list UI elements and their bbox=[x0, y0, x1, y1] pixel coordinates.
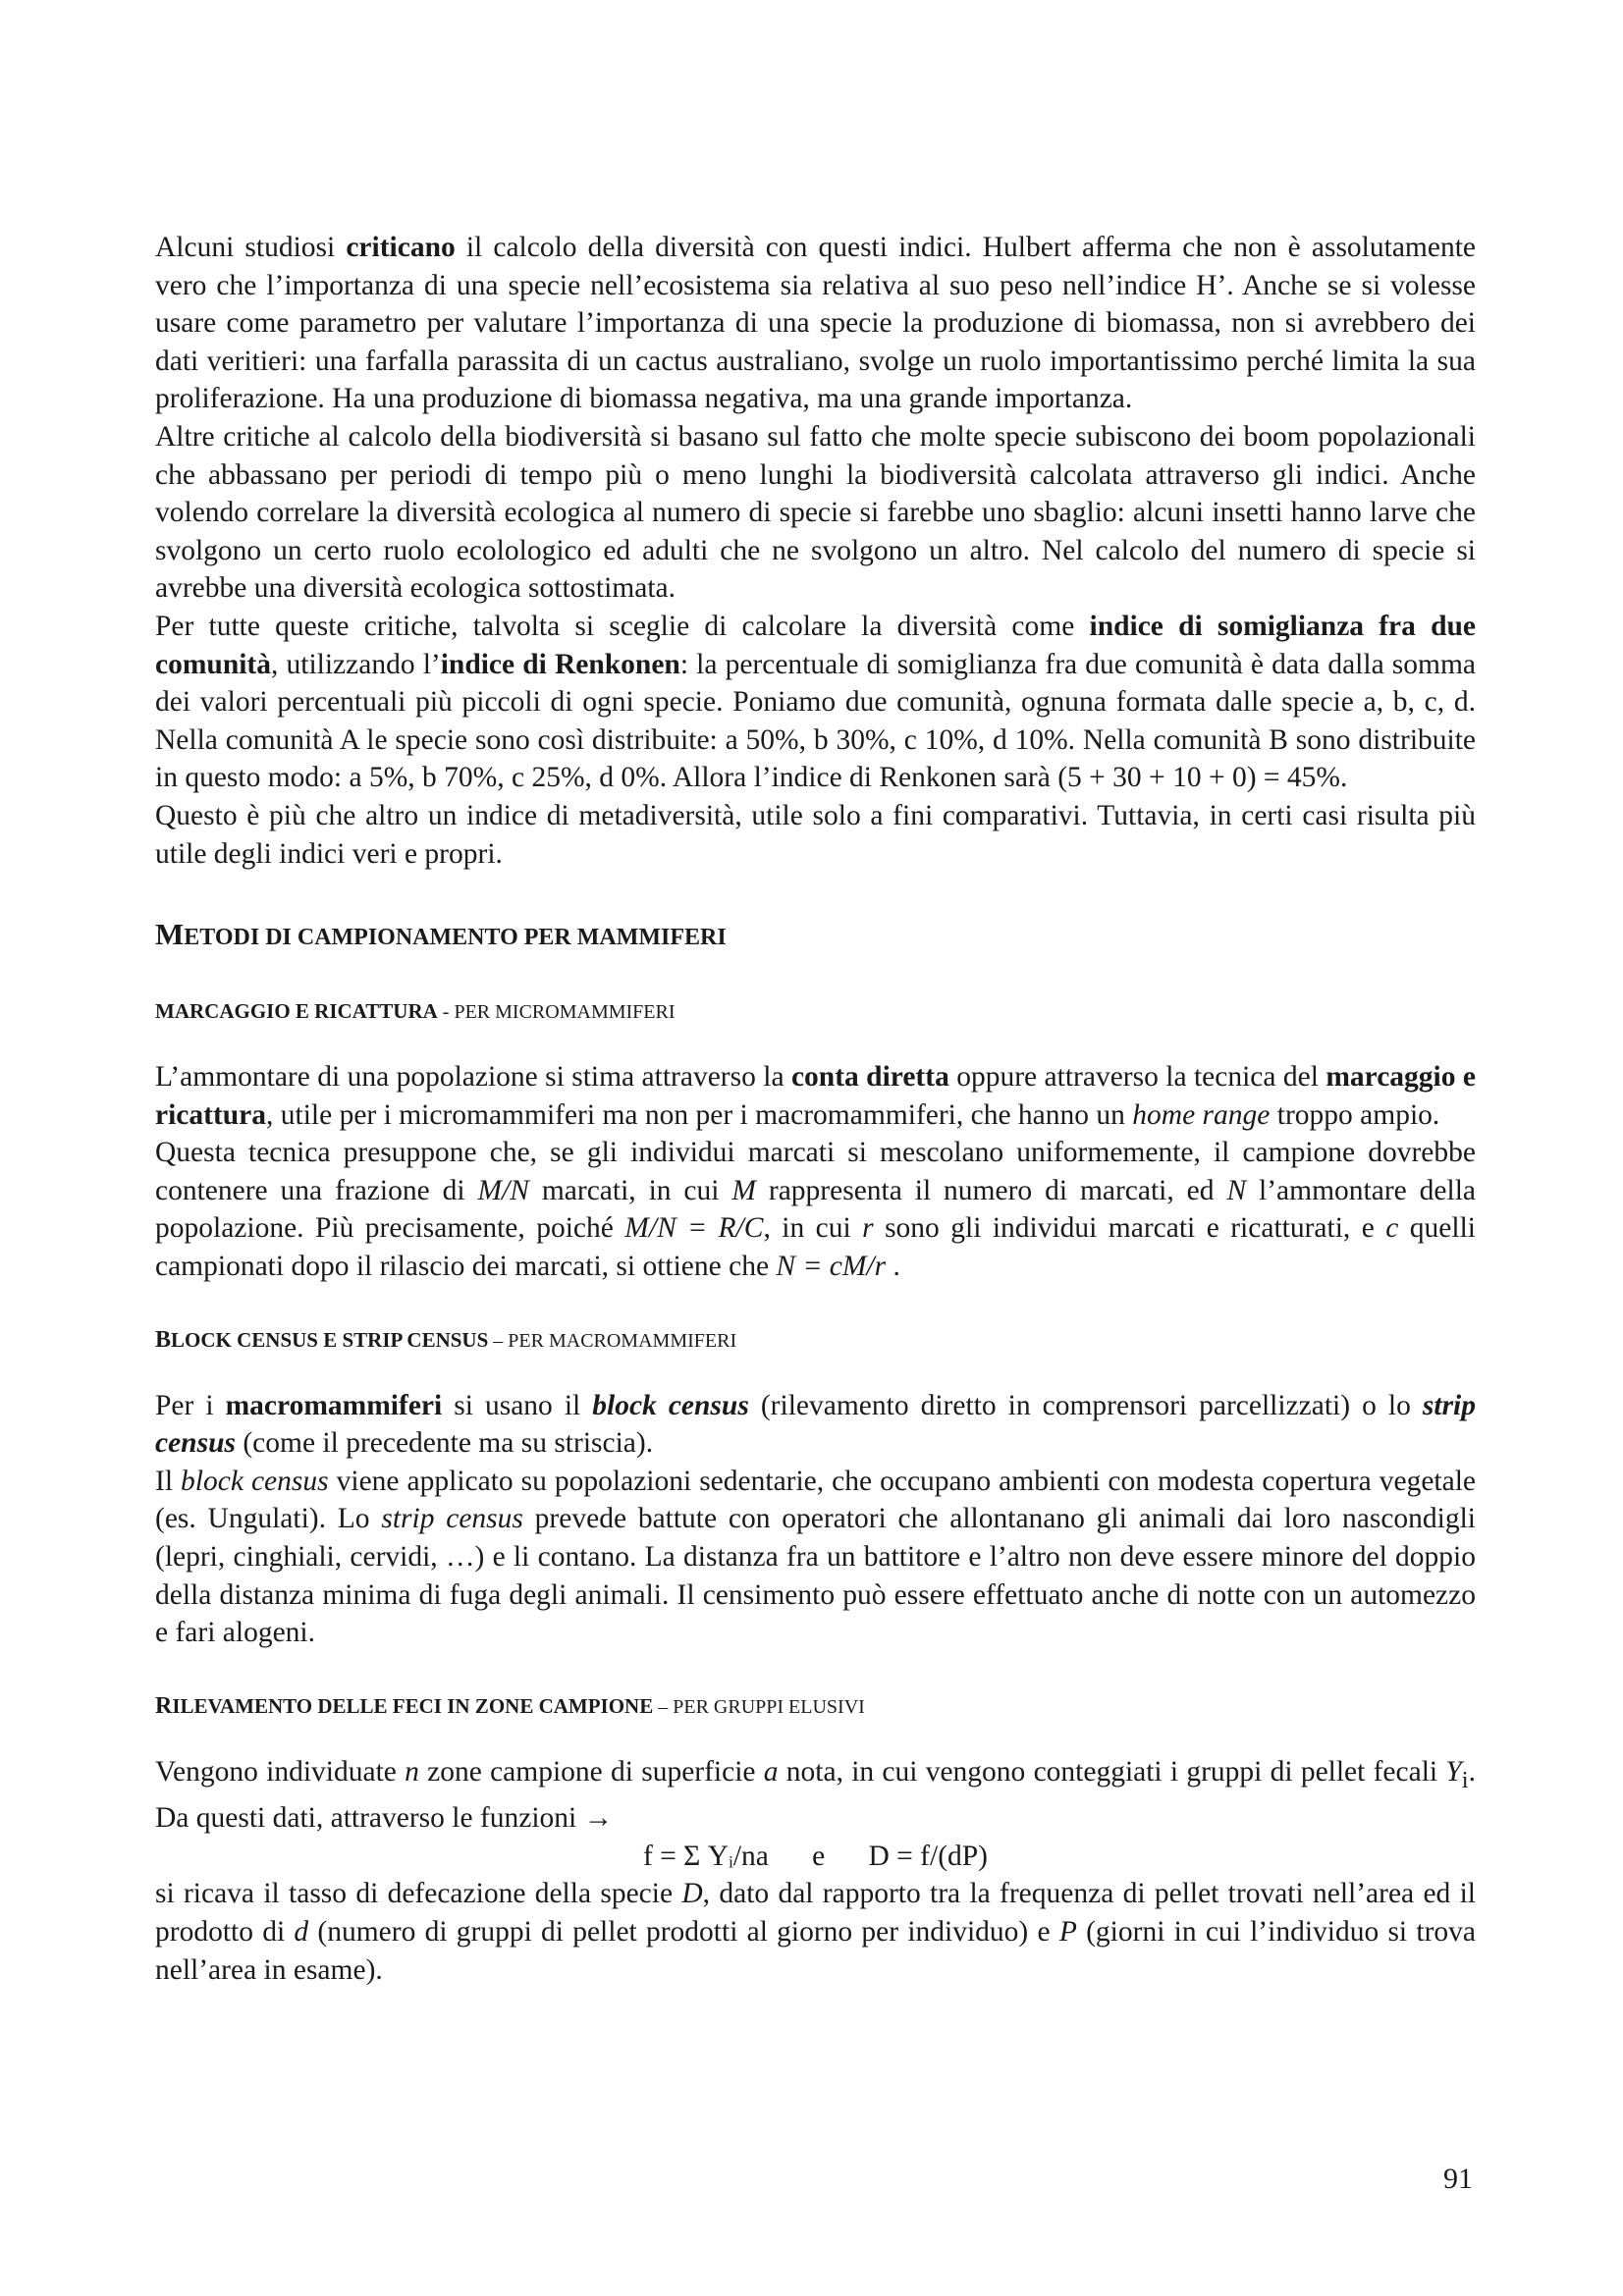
text: Alcuni studiosi bbox=[155, 232, 347, 263]
formula: f = Σ Yᵢ/na e D = f/(dP) bbox=[642, 1840, 989, 1872]
paragraph-technique bbox=[155, 1134, 1476, 1285]
text: nota, in cui vengono conteggiati i gruppi di pellet fecali bbox=[778, 1755, 1446, 1788]
italic-term: strip census bbox=[381, 1503, 523, 1535]
italic-term: D bbox=[681, 1878, 703, 1910]
heading-initial: M bbox=[155, 917, 185, 952]
subheading-title: LOCK CENSUS E STRIP CENSUS bbox=[171, 1327, 489, 1352]
text: rappresenta il numero di marcati, ed bbox=[755, 1174, 1227, 1206]
paragraph-pellet bbox=[155, 1753, 1476, 1838]
bold-term: macromammiferi bbox=[225, 1389, 443, 1421]
italic-term: N bbox=[1226, 1174, 1247, 1206]
subheading-initial: B bbox=[155, 1326, 172, 1353]
bold-term: indice di somiglianza fra due comunità bbox=[155, 610, 1476, 680]
text: Per tutte queste critiche, talvolta si sceglie di calcolare la diversità come bbox=[155, 610, 1090, 642]
text: : la percentuale di somiglianza fra due comunità è data dalla somma dei valori percentuali più piccoli di ogni specie. Poniamo due comunità, ognuna formata dalle specie a, b, c, d. Nella comunità A le specie sono così distribuite: a 50%, b 30%, c 10%, d 10%. Nella comunità B sono distribuite in questo modo: a 5%, b 70%, c 25%, d 0%. Allora l’indice di Renkonen sarà (5 + 30 + 10 + 0) = 45%. bbox=[155, 648, 1476, 794]
paragraph-macromammiferi bbox=[155, 1387, 1476, 1463]
text: , utile per i micromammiferi ma non per i macromammiferi, che hanno un bbox=[266, 1098, 1133, 1131]
text: marcati, in cui bbox=[528, 1174, 732, 1206]
italic-term: r bbox=[862, 1212, 874, 1245]
subheading-separator: – bbox=[653, 1695, 674, 1718]
text: , in cui bbox=[763, 1212, 863, 1245]
text: Per i bbox=[155, 1389, 226, 1421]
text: (rilevamento diretto in comprensori parcellizzati) o lo bbox=[748, 1389, 1423, 1421]
text: il calcolo della diversità con questi indici. Hulbert afferma che non è assolutamente vero che l’importanza di una specie nell’ecosistema sia relativa al suo peso nell’indice H’. Anche se si volesse usare come parametro per valutare l’importanza di una specie la produzione di biomassa, non si avrebbero dei dati veritieri: una farfalla parassita di un cactus australiano, svolge un ruolo importantissimo perché limita la sua proliferazione. Ha una produzione di biomassa negativa, ma una grande importanza. bbox=[155, 232, 1476, 415]
text: oppure attraverso la tecnica del bbox=[948, 1061, 1326, 1094]
bold-italic-term: strip census bbox=[155, 1389, 1476, 1460]
italic-term: a bbox=[763, 1755, 779, 1788]
text: Il bbox=[155, 1465, 182, 1497]
text: . bbox=[886, 1251, 900, 1283]
text: (numero di gruppi di pellet prodotti al giorno per individuo) e bbox=[308, 1916, 1059, 1949]
italic-term: N = cM/r bbox=[776, 1251, 887, 1283]
bold-term: conta diretta bbox=[790, 1061, 949, 1094]
subheading-title: MARCAGGIO E RICATTURA bbox=[155, 999, 438, 1024]
italic-term: home range bbox=[1132, 1098, 1271, 1131]
italic-term: M/N = R/C bbox=[624, 1212, 764, 1245]
heading-rest: ETODI DI CAMPIONAMENTO PER MAMMIFERI bbox=[184, 925, 727, 951]
text: (giorni in cui l’individuo si trova nell’area in esame). bbox=[155, 1916, 1476, 1986]
text: viene applicato su popolazioni sedentarie, che occupano ambienti con modesta copertura vegetale (es. Ungulati). Lo bbox=[155, 1465, 1477, 1535]
section-heading bbox=[155, 915, 1476, 957]
bold-term: indice di Renkonen bbox=[440, 648, 680, 680]
text: zone campione di superficie bbox=[418, 1755, 764, 1788]
bold-term: marcaggio e ricattura bbox=[155, 1061, 1476, 1131]
text: l’ammontare della popolazione. Più precisamente, poiché bbox=[155, 1174, 1476, 1245]
text: si usano il bbox=[442, 1389, 593, 1421]
italic-term: d bbox=[294, 1916, 309, 1949]
text: prevede battute con operatori che allontanano gli animali dai loro nascondigli (lepri, cinghiali, cervidi, …) e li contano. La distanza fra un battitore e l’altro non deve essere minore del doppio della distanza minima di fuga degli animali. Il censimento può essere effettuato anche di notte con un automezzo e fari alogeni. bbox=[155, 1503, 1476, 1649]
italic-term: block census bbox=[181, 1465, 329, 1497]
subheading-feci bbox=[155, 1685, 1476, 1724]
italic-term: M/N bbox=[477, 1174, 529, 1206]
text: sono gli individui marcati e ricatturati, e bbox=[873, 1212, 1386, 1245]
subheading-note: PER MACROMAMMIFERI bbox=[508, 1329, 737, 1352]
italic-term: M bbox=[731, 1174, 756, 1206]
italic-term: c bbox=[1385, 1212, 1399, 1245]
paragraph-block-strip bbox=[155, 1463, 1476, 1652]
subheading-marcaggio bbox=[155, 990, 1476, 1029]
text: quelli campionati dopo il rilascio dei marcati, si ottiene che bbox=[155, 1212, 1476, 1283]
paragraph-other-criticism: Altre critiche al calcolo della biodiversità si basano sul fatto che molte specie subiscono dei boom popolazionali che abbassano per periodi di tempo più o meno lunghi la biodiversità calcolata attraverso gli indici. Anche volendo correlare la diversità ecologica al numero di specie si farebbe uno sbaglio: alcuni insetti hanno larve che svolgono un certo ruolo ecolologico ed adulti che ne svolgono un altro. Nel calcolo del numero di specie si avrebbe una diversità ecologica sottostimata. bbox=[155, 420, 1476, 605]
subheading-separator: - bbox=[437, 1001, 455, 1024]
bold-term: criticano bbox=[346, 232, 456, 263]
paragraph-renkonen bbox=[155, 608, 1476, 797]
page-number: 91 bbox=[1443, 2163, 1473, 2195]
text: L’ammontare di una popolazione si stima attraverso la bbox=[155, 1061, 791, 1094]
text: (come il precedente ma su striscia). bbox=[235, 1427, 654, 1460]
text: si ricava il tasso di defecazione della specie bbox=[155, 1878, 682, 1910]
arrow-right-icon: → bbox=[583, 1802, 614, 1835]
text: troppo ampio. bbox=[1270, 1098, 1440, 1131]
text: , dato dal rapporto tra la frequenza di pellet trovati nell’area ed il prodotto di bbox=[155, 1878, 1476, 1949]
text: , utilizzando l’ bbox=[271, 648, 441, 680]
paragraph-criticism bbox=[155, 229, 1476, 418]
italic-term: P bbox=[1058, 1916, 1077, 1949]
italic-term: n bbox=[405, 1755, 419, 1788]
subheading-initial: R bbox=[155, 1692, 173, 1719]
subheading-title: ILEVAMENTO DELLE FECI IN ZONE CAMPIONE bbox=[172, 1693, 654, 1718]
subheading-note: PER MICROMAMMIFERI bbox=[454, 1001, 676, 1024]
bold-italic-term: block census bbox=[592, 1389, 749, 1421]
text: . Da questi dati, attraverso le funzioni bbox=[155, 1755, 1476, 1835]
text: Questa tecnica presuppone che, se gli individui marcati si mescolano uniformemente, il campione dovrebbe contenere una frazione di bbox=[155, 1137, 1476, 1206]
italic-term: Y bbox=[1445, 1755, 1462, 1788]
paragraph-defecation bbox=[155, 1875, 1476, 1989]
paragraph-conta-diretta bbox=[155, 1058, 1476, 1134]
text: Vengono individuate bbox=[155, 1755, 406, 1788]
subscript: i bbox=[1461, 1766, 1469, 1793]
subheading-note: PER GRUPPI ELUSIVI bbox=[673, 1695, 865, 1718]
paragraph-metadiversity: Questo è più che altro un indice di metadiversità, utile solo a fini comparativi. Tuttavia, in certi casi risulta più utile degli indici veri e propri. bbox=[155, 799, 1476, 870]
page-body bbox=[155, 229, 1476, 1989]
subheading-separator: – bbox=[488, 1329, 509, 1352]
subheading-block-census bbox=[155, 1319, 1476, 1358]
